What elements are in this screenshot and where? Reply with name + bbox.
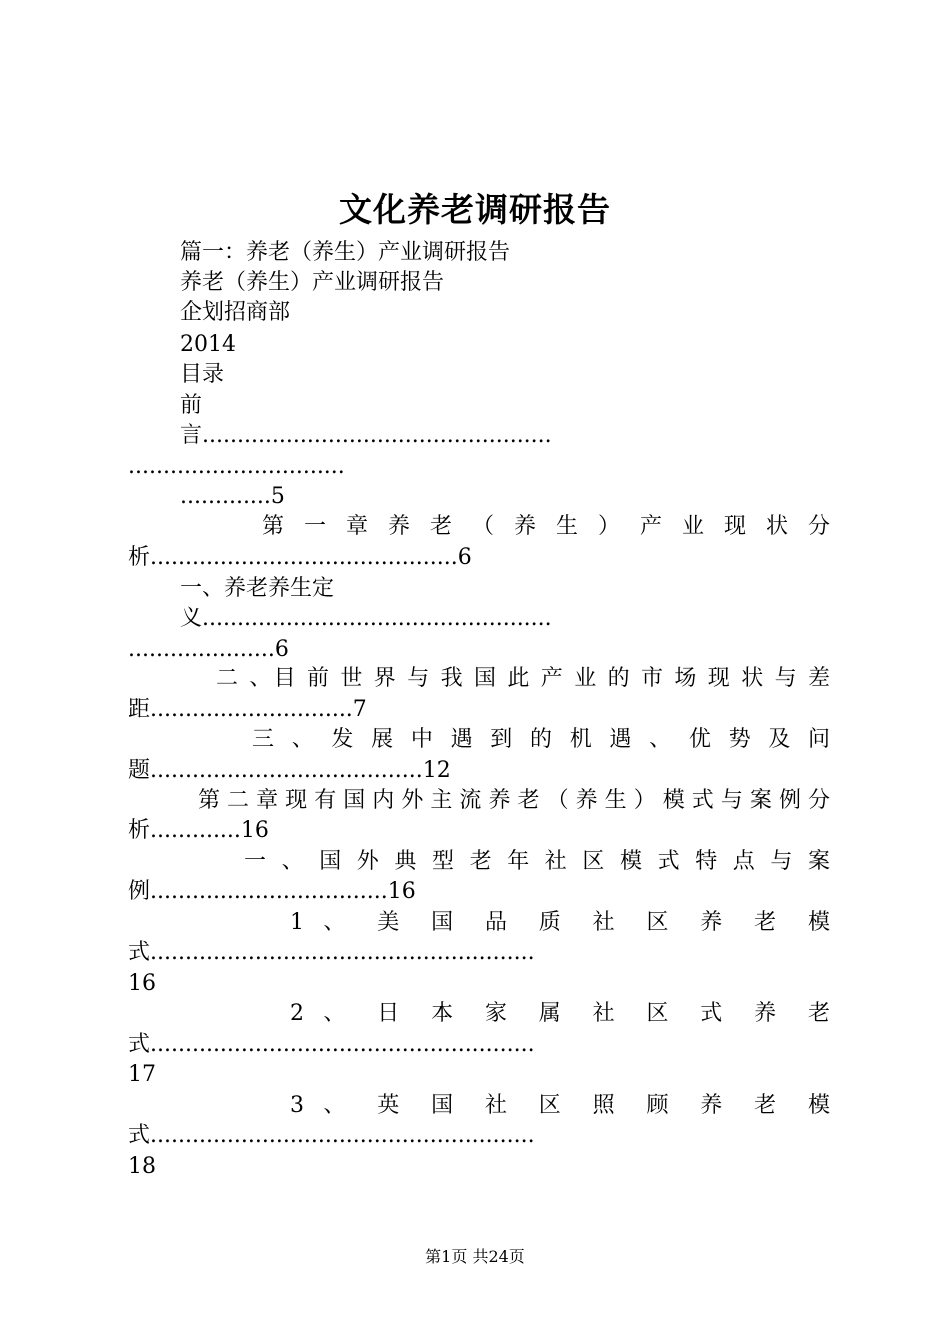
toc-line: 例..................................16 — [128, 879, 416, 904]
toc-line: 二 、目 前 世 界 与 我 国 此 产 业 的 市 场 现 状 与 差 — [216, 666, 830, 691]
toc-line: 析.............16 — [128, 818, 269, 843]
toc-line: 篇一：养老（养生）产业调研报告 — [180, 240, 511, 265]
toc-line: 企划招商部 — [180, 300, 291, 325]
toc-line: 2 、 日 本 家 属 社 区 式 养 老 — [290, 1001, 830, 1026]
toc-line: 养老（养生）产业调研报告 — [180, 270, 445, 295]
toc-line: 2014 — [180, 332, 236, 357]
toc-line: 析............................................6 — [128, 545, 472, 570]
document-title: 文化养老调研报告 — [339, 190, 611, 229]
toc-line: 1 、 美 国 品 质 社 区 养 老 模 — [290, 910, 830, 935]
toc-line: 16 — [128, 971, 156, 996]
toc-line: 三 、 发 展 中 遇 到 的 机 遇 、 优 势 及 问 — [252, 727, 830, 752]
toc-line: 题.......................................12 — [128, 758, 451, 783]
toc-line: 言.................................................. — [180, 423, 552, 448]
toc-line: 17 — [128, 1062, 156, 1087]
toc-line: 式....................................................... — [128, 1123, 535, 1148]
toc-line: 目录 — [180, 362, 225, 387]
toc-line: 18 — [128, 1154, 156, 1179]
toc-line: 式....................................................... — [128, 1032, 535, 1057]
toc-line: 第二章现有国内外主流养老（养生）模式与案例分 — [198, 788, 830, 813]
toc-line: 一、养老养生定 — [180, 576, 335, 601]
toc-line: 式....................................................... — [128, 940, 535, 965]
toc-line: ............................... — [128, 454, 345, 479]
toc-line: 前 — [180, 393, 203, 418]
toc-line: .............5 — [180, 484, 285, 509]
toc-line: 距.............................7 — [128, 697, 367, 722]
toc-line: 义.................................................. — [180, 606, 552, 631]
page-footer: 第1页 共24页 — [425, 1247, 525, 1266]
toc-line: 第 一 章 养 老 （ 养 生 ） 产 业 现 状 分 — [262, 514, 830, 539]
toc-line: 一 、 国 外 典 型 老 年 社 区 模 式 特 点 与 案 — [244, 849, 830, 874]
toc-line: .....................6 — [128, 637, 289, 662]
toc-line: 3 、 英 国 社 区 照 顾 养 老 模 — [290, 1093, 830, 1118]
